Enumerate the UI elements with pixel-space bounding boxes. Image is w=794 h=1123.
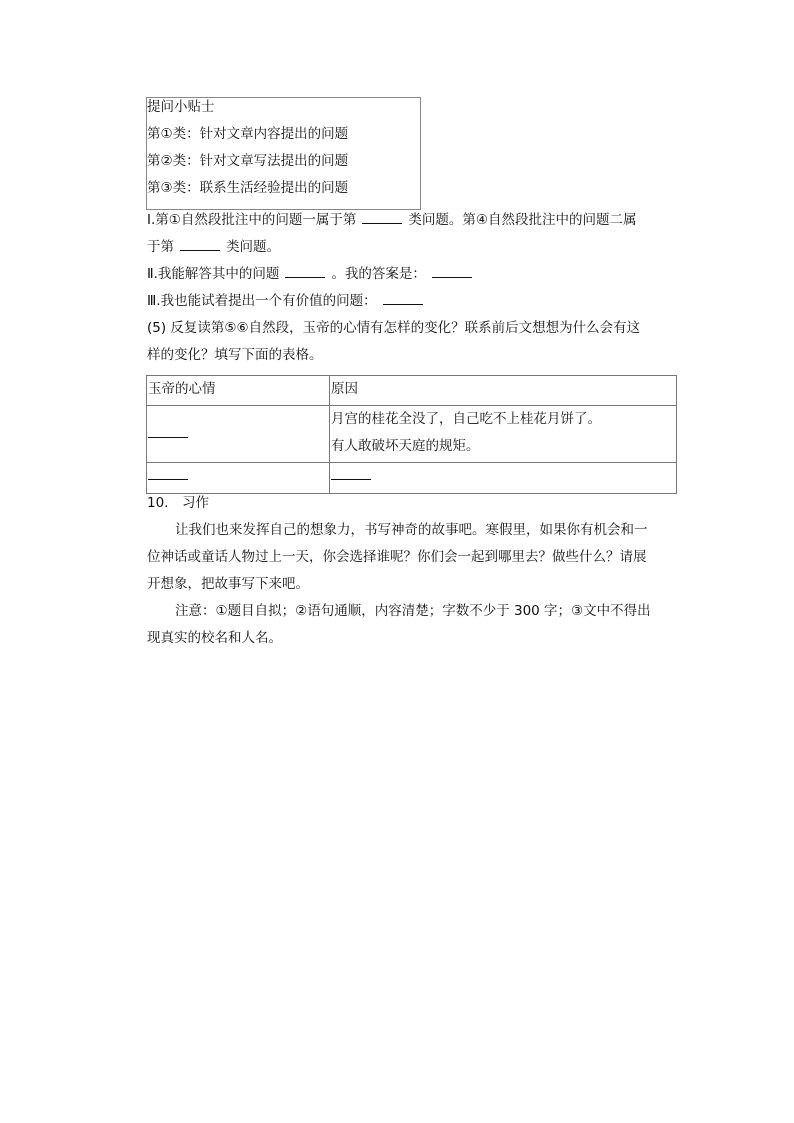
text: 。我的答案是：	[331, 266, 426, 282]
header-reason: 原因	[330, 376, 677, 406]
question-5-line2: 样的变化？填写下面的表格。	[147, 347, 323, 363]
prompt-line: 位神话或童话人物过上一天，你会选择谁呢？你们会一起到哪里去？做些什么？请展	[147, 549, 647, 565]
answer-blank[interactable]	[148, 425, 188, 438]
text: 类问题。第④自然段批注中的问题二属	[408, 212, 637, 228]
mood-cell	[147, 463, 330, 494]
question-1-line2	[147, 238, 280, 256]
text: 于第	[147, 239, 174, 255]
header-mood: 玉帝的心情	[147, 376, 330, 406]
question-3	[147, 292, 429, 310]
tip-item: 第②类：针对文章写法提出的问题	[147, 153, 349, 169]
answer-blank[interactable]	[362, 211, 402, 224]
note-line: 注意：①题目自拟；②语句通顺，内容清楚；字数不少于 300 字；③文中不得出	[175, 603, 651, 619]
question-5-line1: (5) 反复读第⑤⑥自然段，玉帝的心情有怎样的变化？联系前后文想想为什么会有这	[147, 320, 641, 336]
answer-blank[interactable]	[331, 467, 371, 480]
answer-blank[interactable]	[285, 265, 325, 278]
answer-blank[interactable]	[148, 467, 188, 480]
reason-cell	[330, 463, 677, 494]
question-1-line1	[147, 211, 636, 229]
mood-table	[146, 375, 677, 494]
text: Ⅰ.第①自然段批注中的问题一属于第	[147, 212, 357, 228]
note-line: 现真实的校名和人名。	[147, 630, 282, 646]
answer-blank[interactable]	[180, 238, 220, 251]
tips-title: 提问小贴士	[147, 99, 215, 115]
question-10-title: 10. 习作	[147, 495, 209, 511]
answer-blank[interactable]	[432, 265, 472, 278]
text: Ⅱ.我能解答其中的问题	[147, 266, 280, 282]
prompt-line: 开想象，把故事写下来吧。	[147, 576, 309, 592]
answer-blank[interactable]	[383, 292, 423, 305]
reason-text: 月宫的桂花全没了，自己吃不上桂花月饼了。	[331, 411, 601, 427]
prompt-line: 让我们也来发挥自己的想象力，书写神奇的故事吧。寒假里，如果你有机会和一	[175, 522, 648, 538]
tip-item: 第③类：联系生活经验提出的问题	[147, 180, 349, 196]
question-2	[147, 265, 478, 283]
reason-cell	[330, 406, 677, 463]
tip-item: 第①类：针对文章内容提出的问题	[147, 126, 349, 142]
reason-text: 有人敢破坏天庭的规矩。	[331, 438, 480, 454]
mood-cell	[147, 406, 330, 463]
text: Ⅲ.我也能试着提出一个有价值的问题：	[147, 293, 377, 309]
text: 类问题。	[226, 239, 280, 255]
